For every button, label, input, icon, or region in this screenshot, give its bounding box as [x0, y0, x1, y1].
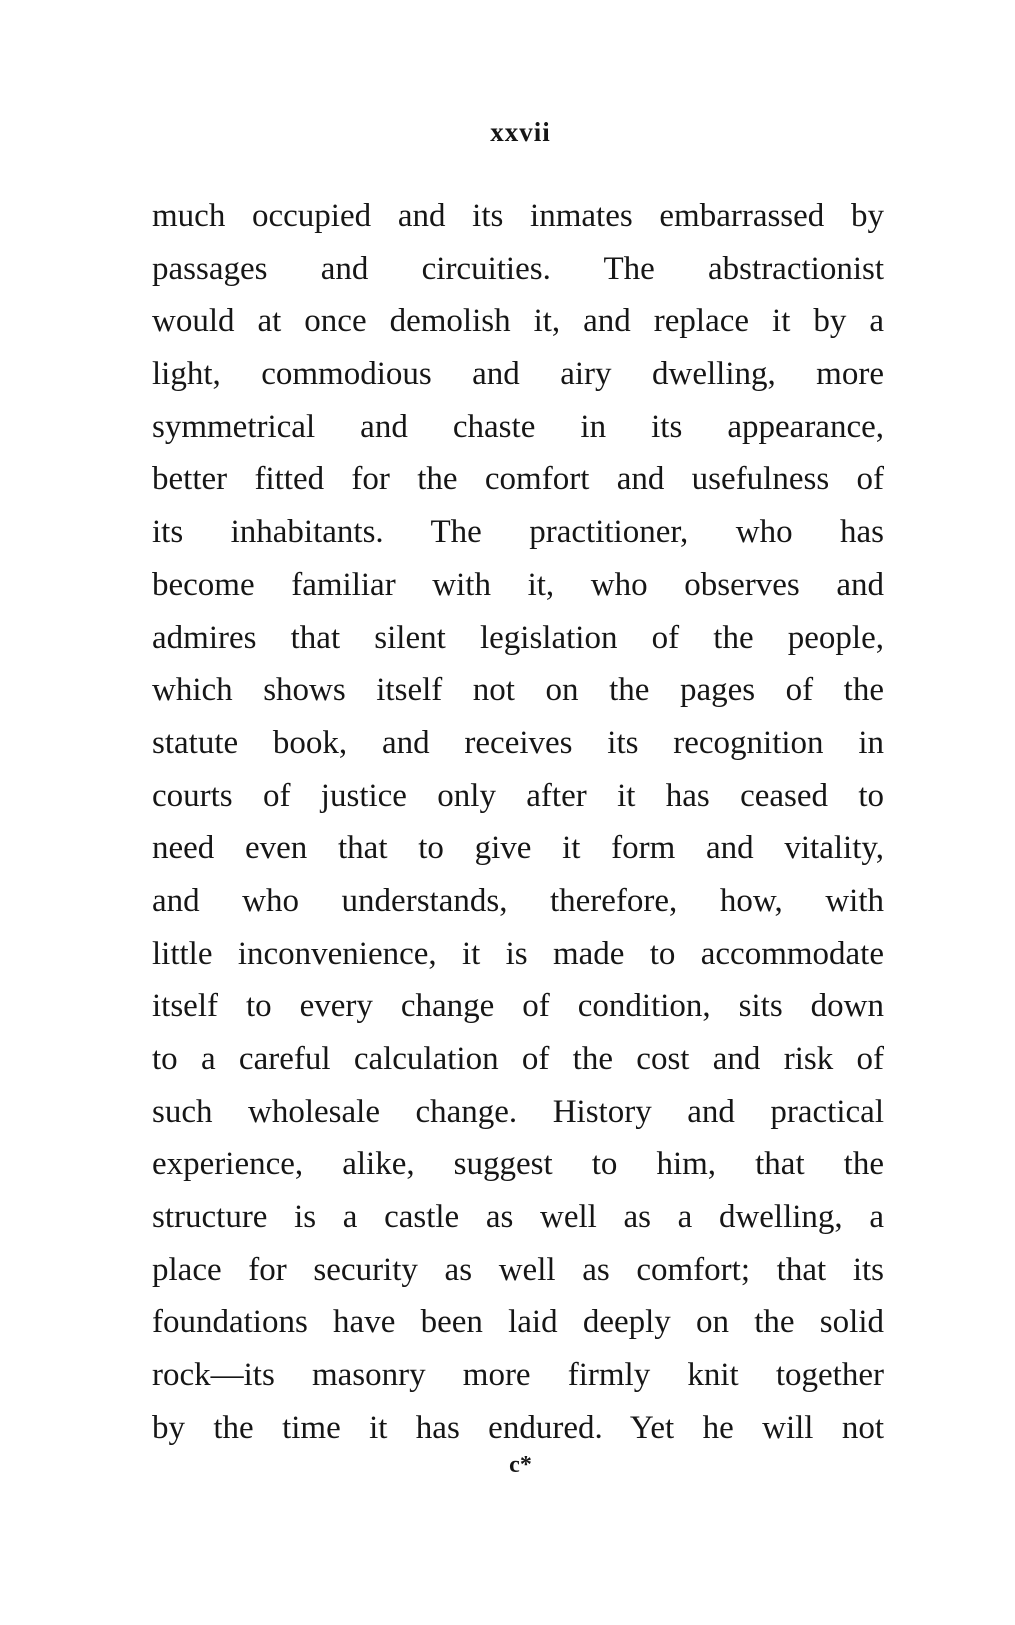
- text-line: experience, alike, suggest to him, that the: [152, 1146, 884, 1183]
- text-line: and who understands, therefore, how, with: [152, 882, 884, 919]
- text-line: structure is a castle as well as a dwelling, a: [152, 1199, 884, 1236]
- text-line: rock—its masonry more firmly knit together: [152, 1357, 884, 1394]
- text-line: passages and circuities. The abstractionist: [152, 250, 884, 287]
- text-line: symmetrical and chaste in its appearance,: [152, 408, 884, 445]
- text-line: courts of justice only after it has ceased to: [152, 777, 884, 814]
- text-line: better fitted for the comfort and usefulness of: [152, 461, 884, 498]
- text-line: light, commodious and airy dwelling, more: [152, 356, 884, 393]
- text-line: itself to every change of condition, sits down: [152, 988, 884, 1025]
- signature-mark: c*: [509, 1452, 532, 1478]
- text-line: become familiar with it, who observes and: [152, 566, 884, 603]
- text-line: little inconvenience, it is made to accommodate: [152, 935, 884, 972]
- text-line: which shows itself not on the pages of the: [152, 672, 884, 709]
- text-line: foundations have been laid deeply on the solid: [152, 1304, 884, 1341]
- page-number: xxvii: [490, 117, 551, 147]
- text-line: by the time it has endured. Yet he will not: [152, 1409, 884, 1446]
- text-line: statute book, and receives its recognition in: [152, 724, 884, 761]
- text-line: admires that silent legislation of the people,: [152, 619, 884, 656]
- text-line: to a careful calculation of the cost and risk of: [152, 1041, 884, 1077]
- text-line: place for security as well as comfort; that its: [152, 1251, 884, 1288]
- text-line: need even that to give it form and vitality,: [152, 830, 884, 867]
- body-text: [152, 190, 884, 1455]
- text-line: much occupied and its inmates embarrassed by: [152, 198, 884, 234]
- text-line: such wholesale change. History and practical: [152, 1093, 884, 1130]
- text-line: would at once demolish it, and replace it by a: [152, 303, 884, 340]
- text-line: its inhabitants. The practitioner, who has: [152, 514, 884, 551]
